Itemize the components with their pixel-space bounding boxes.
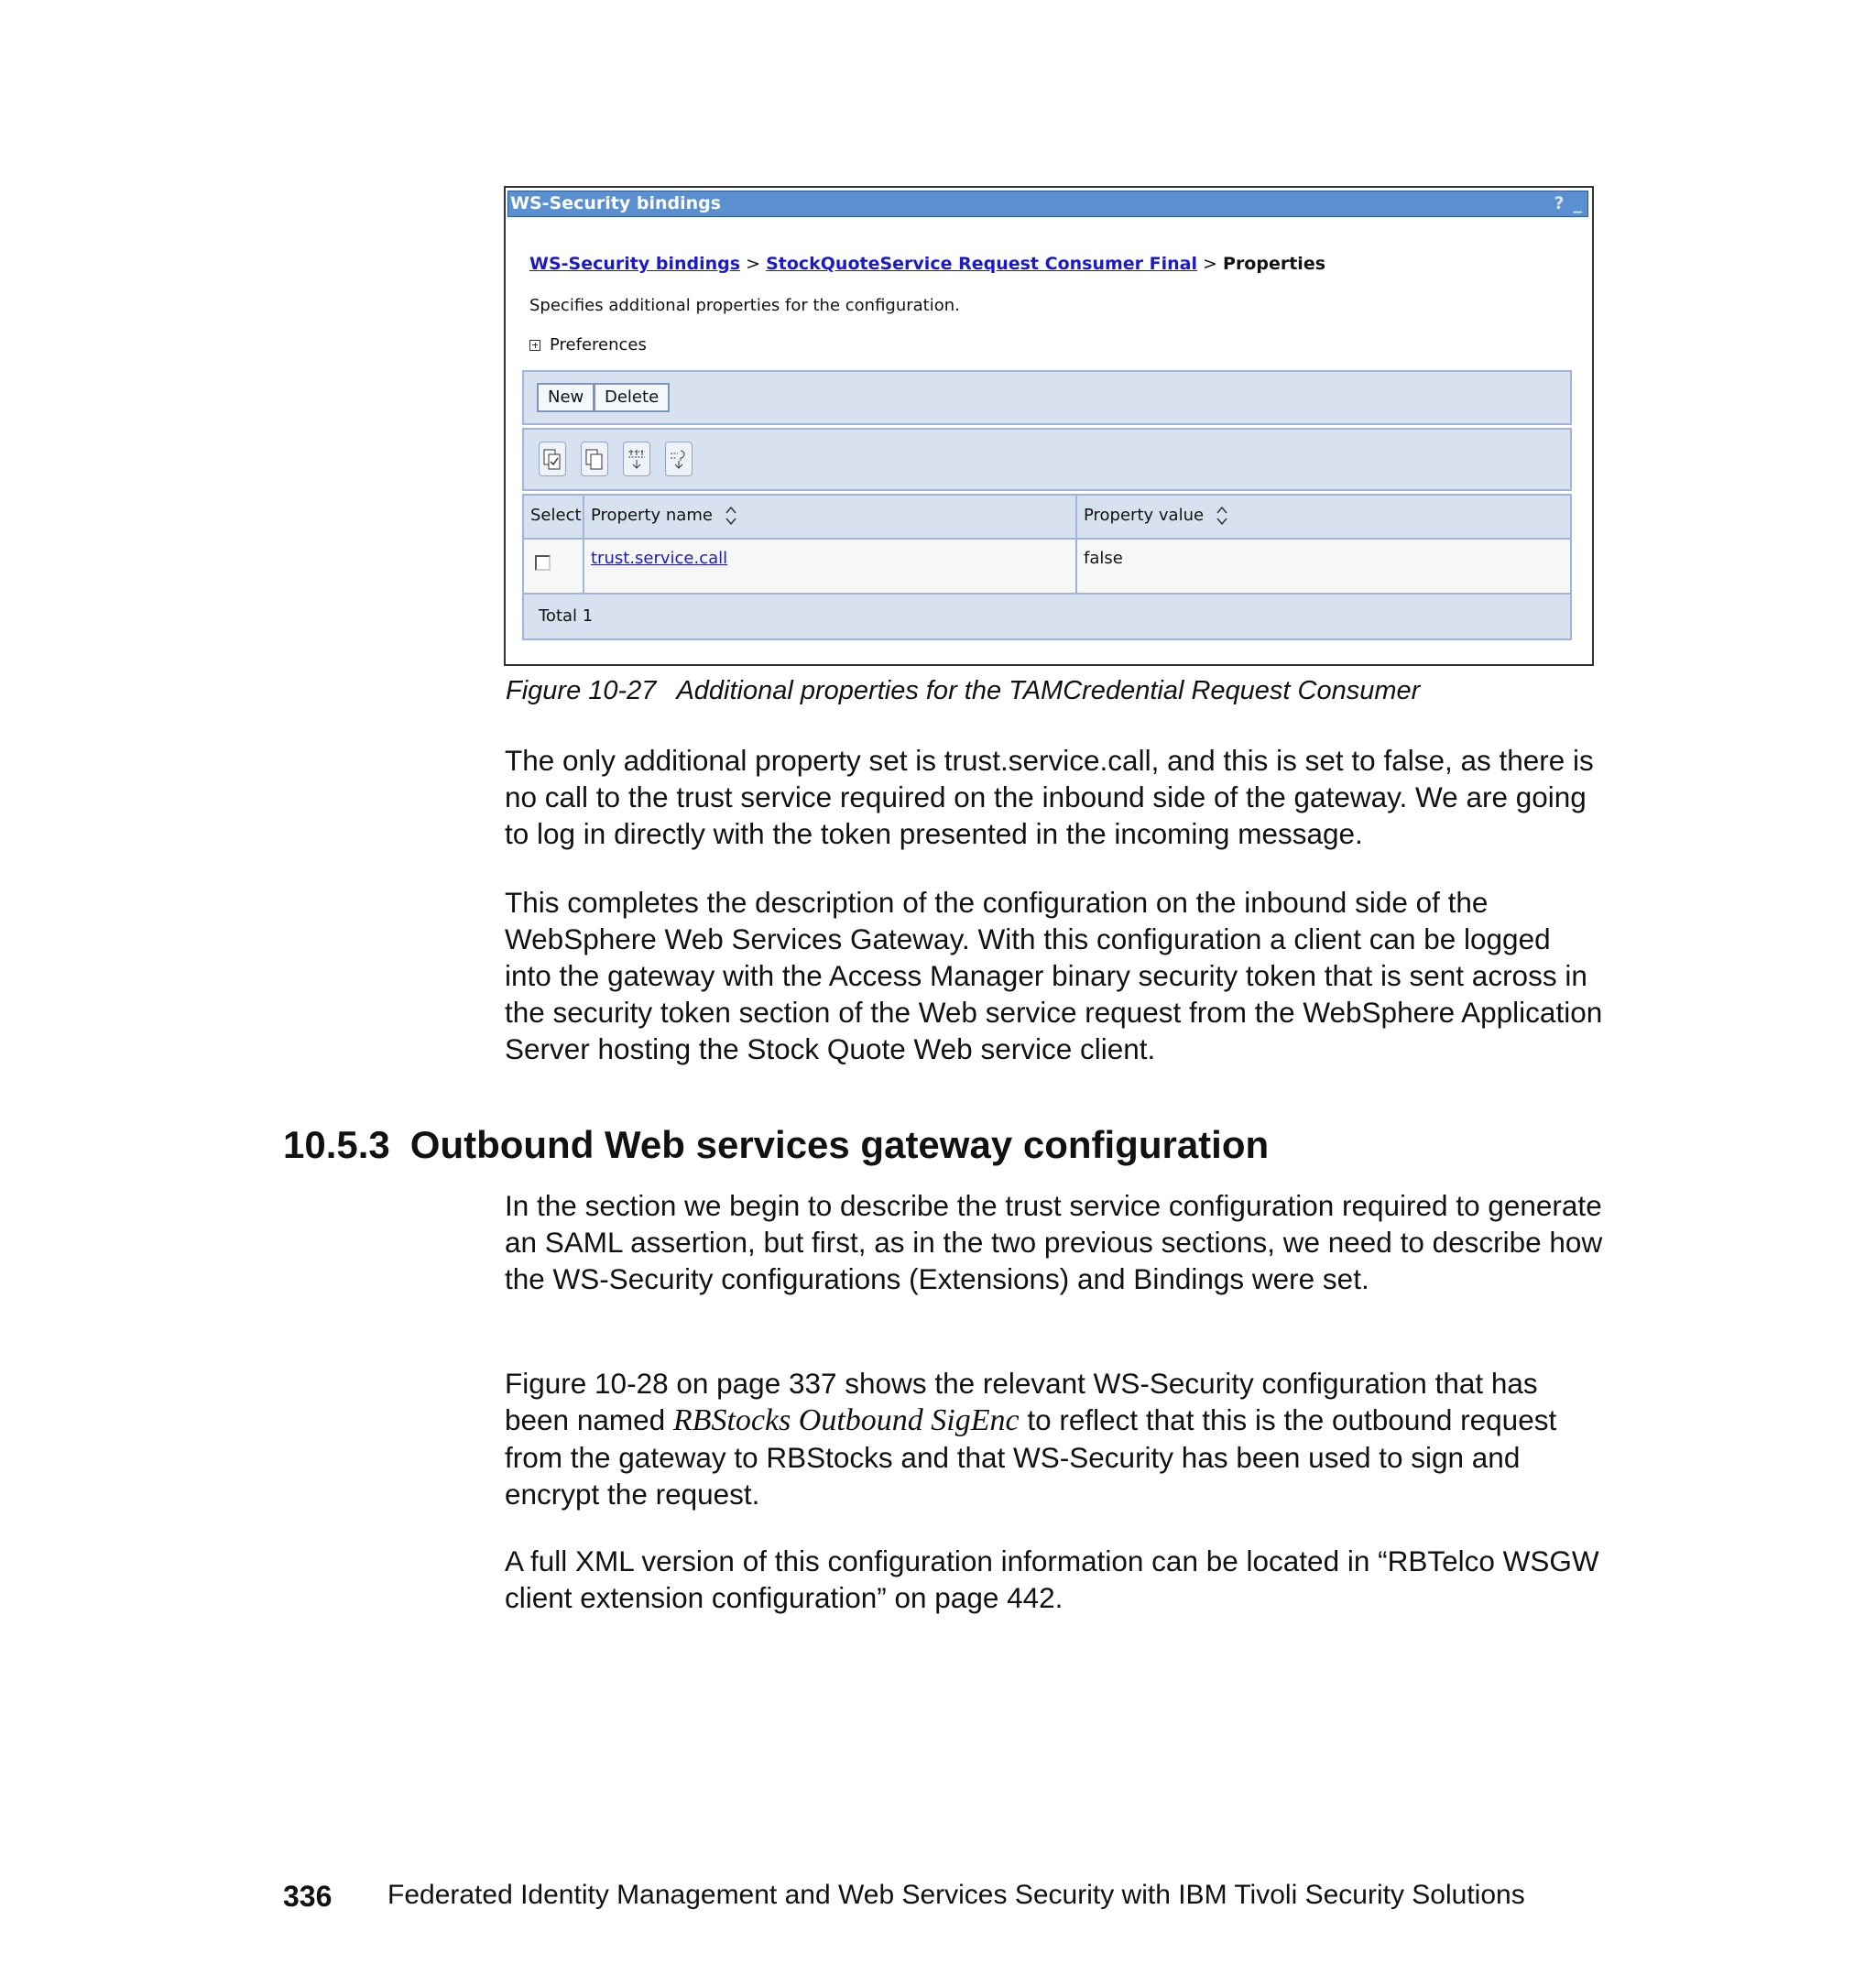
preferences-toggle[interactable]: [529, 335, 647, 355]
preferences-label: Preferences: [550, 335, 647, 355]
page-footer: [283, 1880, 1525, 1914]
delete-button[interactable]: Delete: [594, 383, 670, 412]
breadcrumb-separator: >: [746, 254, 761, 274]
property-name-cell: [584, 540, 1077, 595]
section-number: 10.5.3: [283, 1123, 390, 1166]
paragraph-5: A full XML version of this configuration information can be located in “RBTelco WSGW client extension configuration” on page 442.: [505, 1544, 1599, 1614]
property-value-header-label: Property value: [1084, 506, 1205, 525]
show-filter-icon[interactable]: [623, 442, 650, 476]
property-value-cell: false: [1084, 549, 1123, 568]
new-button[interactable]: New: [537, 383, 594, 412]
sort-icon[interactable]: [1216, 506, 1227, 526]
page-number: 336: [283, 1880, 333, 1913]
property-name-header-label: Property name: [591, 506, 713, 525]
help-icon[interactable]: ?: [1554, 193, 1565, 213]
row-select-checkbox[interactable]: [535, 555, 551, 571]
select-all-icon[interactable]: [539, 442, 566, 476]
minimize-icon[interactable]: _: [1573, 193, 1582, 213]
property-value-column-header[interactable]: [1077, 496, 1570, 538]
breadcrumb-current: Properties: [1223, 254, 1326, 274]
section-title: Outbound Web services gateway configuration: [409, 1123, 1270, 1166]
clear-filter-icon[interactable]: [665, 442, 693, 476]
property-name-column-header[interactable]: [584, 496, 1077, 538]
breadcrumb: [529, 254, 1325, 274]
paragraph-2: This completes the description of the configuration on the inbound side of the WebSphere Web Services Gateway. With this configuration a client can be logged into the gateway with the Access Manager binary security token that is sent across in the security token section of the Web service request from the WebSphere Application Server hosting the Stock Quote Web service client.: [505, 886, 1603, 1065]
breadcrumb-separator: >: [1203, 254, 1217, 274]
expand-icon: [529, 340, 540, 351]
figure-number: Figure 10-27: [506, 676, 657, 705]
table-row: [524, 540, 1570, 595]
select-column-header: Select: [524, 496, 584, 538]
sort-icon[interactable]: [725, 506, 736, 526]
paragraph-3: In the section we begin to describe the trust service configuration required to generate an SAML assertion, but first, as in the two previous sections, we need to describe how the WS-Security configurations (Extensions) and Bindings were set.: [505, 1189, 1603, 1295]
section-heading: [283, 1123, 1269, 1167]
table-total: Total 1: [522, 593, 1572, 640]
portlet-title: WS-Security bindings: [510, 193, 722, 213]
paragraph-4-text-before: Figure 10-28 on page 337 shows the relevant WS-Security configuration that has been named: [505, 1367, 1538, 1436]
figure-caption-text: Additional properties for the TAMCredential Request Consumer: [676, 676, 1421, 705]
figure-caption: [506, 676, 1420, 706]
breadcrumb-link-request-consumer[interactable]: StockQuoteService Request Consumer Final: [766, 254, 1197, 274]
configuration-name: RBStocks Outbound SigEnc: [672, 1403, 1020, 1437]
paragraph-4: [505, 1365, 1604, 1512]
button-bar: [522, 370, 1572, 425]
table-header-row: [524, 496, 1570, 540]
deselect-all-icon[interactable]: [581, 442, 608, 476]
property-name-link[interactable]: trust.service.call: [591, 549, 728, 568]
paragraph-4-text-after: to reflect that this is the outbound request from the gateway to RBStocks and that WS-Security has been used to sign and encrypt the request.: [505, 1403, 1557, 1511]
page-description: Specifies additional properties for the configuration.: [529, 296, 960, 315]
book-title: Federated Identity Management and Web Services Security with IBM Tivoli Security Solutions: [387, 1880, 1525, 1910]
ws-security-bindings-screenshot: [504, 186, 1594, 666]
select-cell: [524, 540, 584, 595]
breadcrumb-link-ws-security-bindings[interactable]: WS-Security bindings: [529, 254, 741, 274]
portlet-titlebar: [507, 191, 1588, 217]
table-toolbar: [522, 428, 1572, 491]
paragraph-1: The only additional property set is trust.service.call, and this is set to false, as there is no call to the trust service required on the inbound side of the gateway. We are going to log in directly with the token presented in the incoming message.: [505, 744, 1594, 850]
properties-table: [522, 494, 1572, 596]
